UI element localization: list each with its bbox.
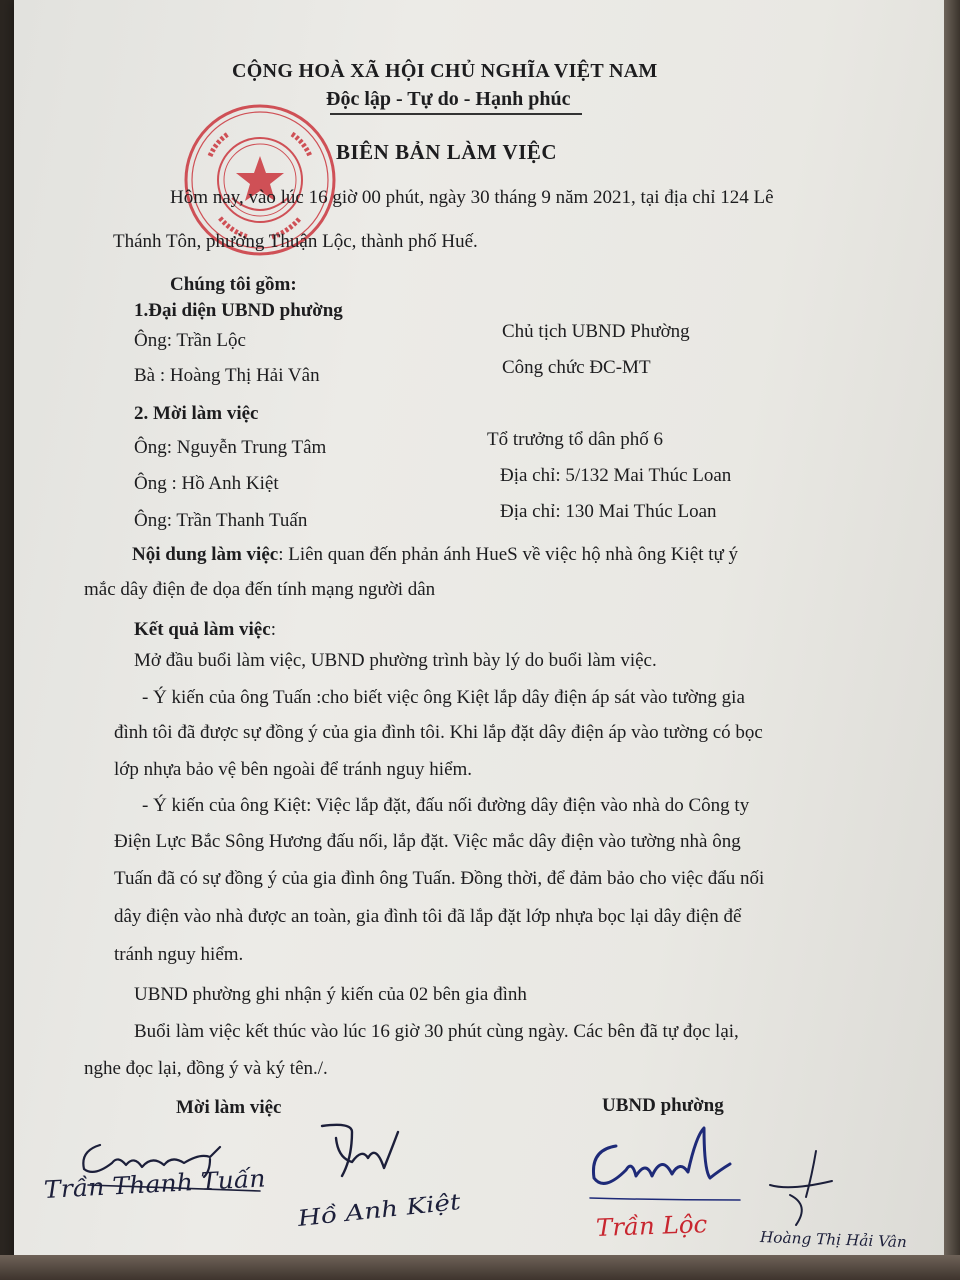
- signature-name-van: Hoàng Thị Hải Vân: [759, 1228, 908, 1252]
- signature-loc-icon: [580, 1120, 750, 1210]
- participant-role: Địa chỉ: 5/132 Mai Thúc Loan: [500, 465, 732, 486]
- desk-background-bottom: [0, 1255, 960, 1280]
- closing-line-2: nghe đọc lại, đồng ý và ký tên./.: [84, 1058, 328, 1079]
- signature-name-kiet: Hồ Anh Kiệt: [296, 1189, 462, 1232]
- participant-role: Công chức ĐC-MT: [502, 357, 651, 378]
- signature-heading-left: Mời làm việc: [176, 1097, 282, 1118]
- note-line: UBND phường ghi nhận ý kiến của 02 bên gia đình: [134, 984, 527, 1005]
- opinion-kiet-line: Điện Lực Bắc Sông Hương đấu nối, lắp đặt. Việc mắc dây điện vào tường nhà ông: [114, 831, 741, 852]
- participant-role: Địa chỉ: 130 Mai Thúc Loan: [500, 501, 717, 522]
- participant-role: Chủ tịch UBND Phường: [502, 321, 690, 342]
- signature-name-tuan: Trần Thanh Tuấn: [43, 1164, 267, 1204]
- signature-name-loc: Trần Lộc: [595, 1210, 708, 1242]
- participant-name: Ông: Trần Lộc: [134, 330, 246, 351]
- results-heading: [134, 619, 276, 641]
- signature-heading-right: UBND phường: [602, 1095, 724, 1116]
- content-text: : Liên quan đến phản ánh HueS về việc hộ nhà ông Kiệt tự ý: [278, 544, 739, 565]
- participant-name: Ông : Hồ Anh Kiệt: [134, 473, 279, 494]
- signature-kiet-icon: [312, 1118, 422, 1198]
- participant-name: Bà : Hoàng Thị Hải Vân: [134, 365, 320, 386]
- national-motto: Độc lập - Tự do - Hạnh phúc: [326, 88, 571, 110]
- motto-underline: [330, 113, 582, 115]
- closing-line-1: Buổi làm việc kết thúc vào lúc 16 giờ 30 phút cùng ngày. Các bên đã tự đọc lại,: [134, 1021, 739, 1042]
- content-line-2: mắc dây điện đe dọa đến tính mạng người dân: [84, 579, 436, 600]
- participant-name: Ông: Trần Thanh Tuấn: [134, 510, 308, 531]
- opinion-kiet-line: dây điện vào nhà được an toàn, gia đình tôi đã lắp đặt lớp nhựa bọc lại dây điện để: [114, 906, 742, 927]
- content-label: Nội dung làm việc: [132, 544, 279, 565]
- results-label: Kết quả làm việc: [134, 619, 271, 640]
- group2-heading: 2. Mời làm việc: [134, 403, 259, 424]
- desk-background: [944, 0, 960, 1280]
- opinion-tuan-line: lớp nhựa bảo vệ bên ngoài để tránh nguy hiểm.: [114, 759, 473, 780]
- national-title: CỘNG HOÀ XÃ HỘI CHỦ NGHĨA VIỆT NAM: [232, 60, 658, 82]
- document-title: BIÊN BẢN LÀM VIỆC: [336, 140, 558, 164]
- participant-role: Tổ trưởng tổ dân phố 6: [487, 429, 664, 450]
- participant-name: Ông: Nguyễn Trung Tâm: [134, 437, 327, 458]
- group1-heading: 1.Đại diện UBND phường: [134, 300, 343, 321]
- opinion-kiet-line: Tuấn đã có sự đồng ý của gia đình ông Tuấn. Đồng thời, để đảm bảo cho việc đấu nối: [114, 868, 765, 889]
- intro-line-2: Thánh Tôn, phường Thuận Lộc, thành phố Huế.: [113, 231, 478, 252]
- intro-line-1: Hôm nay, vào lúc 16 giờ 00 phút, ngày 30 tháng 9 năm 2021, tại địa chỉ 124 Lê: [170, 187, 774, 208]
- results-opening: Mở đầu buổi làm việc, UBND phường trình bày lý do buổi làm việc.: [134, 650, 657, 671]
- signature-van-icon: [760, 1145, 850, 1235]
- content-line-1: [132, 544, 738, 566]
- opinion-kiet-line: tránh nguy hiểm.: [114, 944, 244, 965]
- participants-heading: Chúng tôi gồm:: [170, 274, 297, 295]
- opinion-tuan-line: - Ý kiến của ông Tuấn :cho biết việc ông Kiệt lắp dây điện áp sát vào tường gia: [142, 687, 745, 708]
- results-colon: :: [270, 619, 276, 640]
- opinion-tuan-line: đình tôi đã được sự đồng ý của gia đình tôi. Khi lắp đặt dây điện áp vào tường có bọc: [114, 722, 763, 743]
- opinion-kiet-line: - Ý kiến của ông Kiệt: Việc lắp đặt, đấu nối đường dây điện vào nhà do Công ty: [142, 795, 750, 816]
